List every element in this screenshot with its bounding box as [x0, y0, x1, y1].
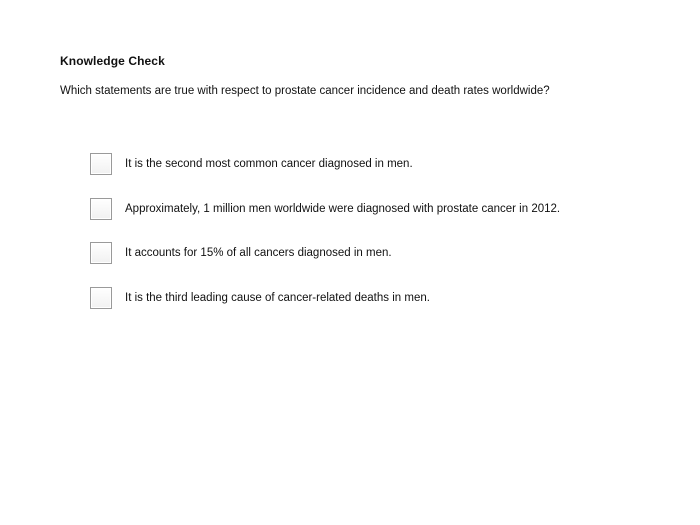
answer-options [90, 151, 650, 329]
answer-label-4[interactable]: It is the third leading cause of cancer-related deaths in men. [125, 291, 430, 304]
answer-label-3[interactable]: It accounts for 15% of all cancers diagnosed in men. [125, 247, 392, 259]
answer-checkbox-3[interactable] [90, 242, 112, 264]
answer-option-4[interactable] [90, 285, 650, 311]
answer-option-2[interactable] [90, 196, 650, 222]
answer-label-2[interactable]: Approximately, 1 million men worldwide were diagnosed with prostate cancer in 2012. [125, 202, 561, 215]
answer-checkbox-4[interactable] [90, 287, 112, 309]
answer-checkbox-1[interactable] [90, 153, 112, 175]
answer-checkbox-2[interactable] [90, 198, 112, 220]
question-text: Which statements are true with respect to prostate cancer incidence and death rates worldwide? [60, 85, 550, 97]
answer-option-1[interactable] [90, 151, 650, 177]
answer-label-1[interactable]: It is the second most common cancer diagnosed in men. [125, 158, 413, 170]
answer-option-3[interactable] [90, 240, 650, 266]
page-title: Knowledge Check [60, 54, 165, 68]
